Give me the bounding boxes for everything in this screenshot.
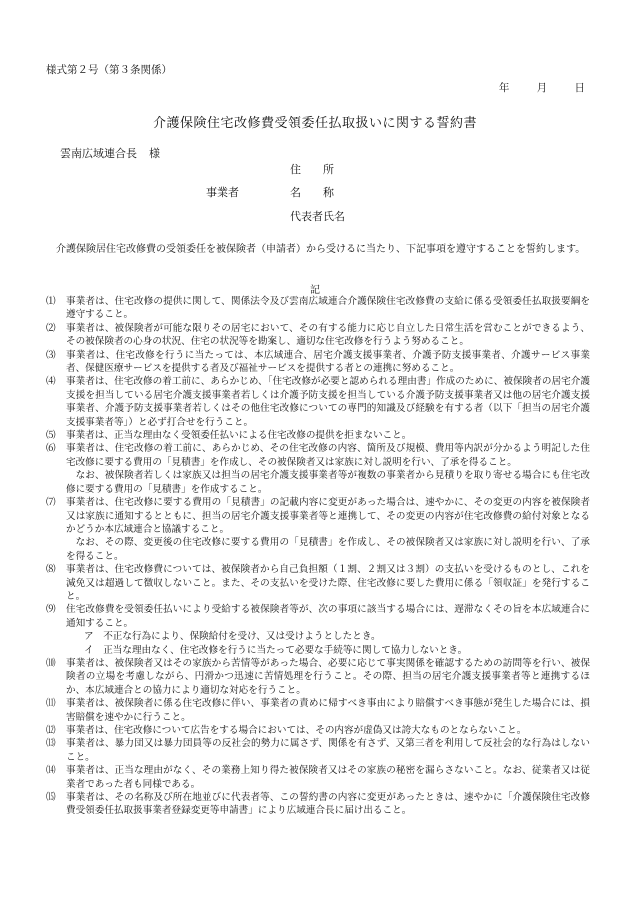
pledge-item	[46, 724, 590, 737]
item-number: ⑸	[46, 430, 56, 442]
item-text: 事業者は、住宅改修費については、被保険者から自己負担額（１割、２割又は３割）の支払いを受けるものとし、これを減免又は超過して徴収しないこと。また、その支払いを受けた際、住宅改修に要した費用に係る「領収証」を発行すること。	[66, 564, 590, 602]
sub-text: 不正な行為により、保険給付を受け、又は受けようとしたとき。	[103, 631, 381, 643]
pledge-item	[46, 697, 590, 724]
date-line	[499, 80, 586, 95]
item-number: ⒁	[46, 765, 56, 777]
representative-label: 代表者氏名	[290, 210, 345, 223]
pledge-item	[46, 737, 590, 764]
date-month: 月	[536, 82, 549, 94]
pledge-item	[46, 322, 590, 349]
item-text: 事業者は、住宅改修に要する費用の「見積書」の記載内容に変更があった場合は、速やかに、その変更の内容を被保険者又は家族に通知するとともに、担当の居宅介護支援事業者等と連携して、その変更の内容が住宅改修費の給付対象となるかどうか本広域連合と協議すること。	[66, 497, 590, 535]
item-text: 事業者は、住宅改修の提供に関して、関係法令及び雲南広域連合介護保険住宅改修費の支給に係る受領委任払取扱要綱を遵守すること。	[66, 296, 590, 321]
pledge-item	[46, 603, 590, 630]
pledge-item	[46, 657, 590, 697]
item-text: 事業者は、被保険者が可能な限りその居宅において、その有する能力に応じ自立した日常生活を営むことができるよう、その被保険者の心身の状況、住宅の状況等を勘案し、適切な住宅改修を行うよう努めること。	[66, 322, 590, 348]
item-7-note: なお、その際、変更後の住宅改修に要する費用の「見積書」を作成し、その被保険者又は家族に対し説明を行い、了承を得ること。	[66, 537, 590, 562]
item-number: ⑷	[46, 376, 56, 388]
date-day: 日	[574, 82, 586, 94]
date-year: 年	[498, 82, 511, 94]
item-number: ⑿	[46, 725, 56, 736]
addressee-name: 雲南広域連合長	[60, 147, 137, 160]
item-text: 事業者は、その名称及び所在地並びに代表者等、この誓約書の内容に変更があったときは、速やかに「介護保険住宅改修費受領委任払取扱事業者登録変更等申請書」により広域連合長に届け出ること。	[66, 792, 590, 817]
pledge-item	[46, 375, 590, 429]
sub-mark: イ	[84, 644, 94, 656]
item-text: 事業者は、暴力団又は暴力団員等の反社会的勢力に属さず、関係を有さず、又第三者を利用して反社会的な行為はしないこと。	[66, 738, 590, 763]
item-9-sub-a	[46, 630, 590, 643]
item-text: 事業者は、正当な理由なく受領委任払いによる住宅改修の提供を拒まないこと。	[66, 430, 412, 442]
form-number: 様式第２号（第３条関係）	[46, 64, 172, 76]
pledge-item	[46, 764, 590, 791]
name-label: 名 称	[290, 186, 334, 199]
sub-mark: ア	[84, 631, 94, 643]
applicant-role-label: 事業者	[206, 186, 239, 199]
pledge-item	[46, 563, 590, 603]
pledge-statement: 介護保険居住宅改修費の受領委任を被保険者（申請者）から受けるに当たり、下記事項を遵守することを誓約します。	[56, 244, 586, 255]
item-number: ⑾	[46, 698, 56, 710]
ki-heading: 記	[310, 285, 320, 296]
addressee	[60, 145, 160, 161]
item-number: ⑶	[46, 349, 56, 361]
document-title: 介護保険住宅改修費受領委任払取扱いに関する誓約書	[152, 116, 477, 131]
pledge-item	[46, 349, 590, 376]
item-9-sub-i	[46, 644, 590, 657]
item-number: ⑵	[46, 322, 56, 334]
item-text: 事業者は、住宅改修を行うに当たっては、本広域連合、居宅介護支援事業者、介護予防支援事業者、介護サービス事業者、保健医療サービスを提供する者及び福祉サービスを提供する者との連携に努めること。	[66, 349, 590, 375]
item-text: 事業者は、被保険者に係る住宅改修に伴い、事業者の責めに帰すべき事由により賠償すべき事態が発生した場合には、損害賠償を速やかに行うこと。	[66, 698, 590, 723]
item-number: ⒀	[46, 738, 56, 750]
addressee-honorific: 様	[149, 147, 160, 160]
pledge-item	[46, 429, 590, 442]
item-text: 住宅改修費を受領委任払いにより受給する被保険者等が、次の事項に該当する場合には、遅滞なくその旨を本広域連合に通知すること。	[66, 604, 590, 629]
pledge-item	[46, 496, 590, 536]
item-number: ⑴	[46, 296, 56, 307]
item-number: ⑺	[46, 497, 56, 509]
item-text: 事業者は、被保険者又はその家族から苦情等があった場合、必要に応じて事実関係を確認するための訪問等を行い、被保険者の立場を考慮しながら、円滑かつ迅速に苦情処理を行うこと。その際、担当の居宅介護支援事業者等と連携するほか、本広域連合との協力により適切な対応を行うこと。	[66, 657, 590, 696]
item-text: 事業者は、住宅改修の着工前に、あらかじめ、「住宅改修が必要と認められる理由書」作成のために、被保険者の居宅介護支援を担当している居宅介護支援事業者若しくは介護予防支援を担当している介護予防支援事業者又は他の居宅介護支援事業者、介護予防支援事業者若しくはその他住宅改修についての専門的知識及び経験を有する者（以下「担当の居宅介護支援事業者等」）と必ず打合せを行うこと。	[66, 376, 590, 428]
pledge-item	[46, 295, 590, 322]
item-text: 事業者は、住宅改修の着工前に、あらかじめ、その住宅改修の内容、箇所及び規模、費用等内訳が分かるよう明記した住宅改修に要する費用の「見積書」を作成し、その被保険者又は家族に対し説明を行い、了承を得ること。	[66, 443, 590, 468]
item-text: 事業者は、正当な理由がなく、その業務上知り得た被保険者又はその家族の秘密を漏らさないこと。なお、従業者又は従業者であった者も同様である。	[66, 765, 590, 790]
item-6-note: なお、被保険者若しくは家族又は担当の居宅介護支援事業者等が複数の事業者から見積りを取り寄せる場合にも住宅改修に要する費用の「見積書」を作成すること。	[66, 470, 590, 495]
address-label: 住 所	[290, 163, 334, 176]
item-number: ⒂	[46, 792, 56, 804]
item-number: ⑹	[46, 443, 56, 455]
pledge-item	[46, 791, 590, 818]
pledge-items	[46, 295, 590, 818]
sub-text: 正当な理由なく、住宅改修を行うに当たって必要な手続等に関して協力しないとき。	[103, 644, 468, 656]
item-number: ⑼	[46, 604, 56, 616]
item-number: ⑻	[46, 564, 56, 576]
item-number: ⑽	[46, 657, 56, 669]
pledge-item	[46, 442, 590, 469]
item-text: 事業者は、住宅改修について広告をする場合においては、その内容が虚偽又は誇大なものとならないこと。	[66, 725, 527, 736]
